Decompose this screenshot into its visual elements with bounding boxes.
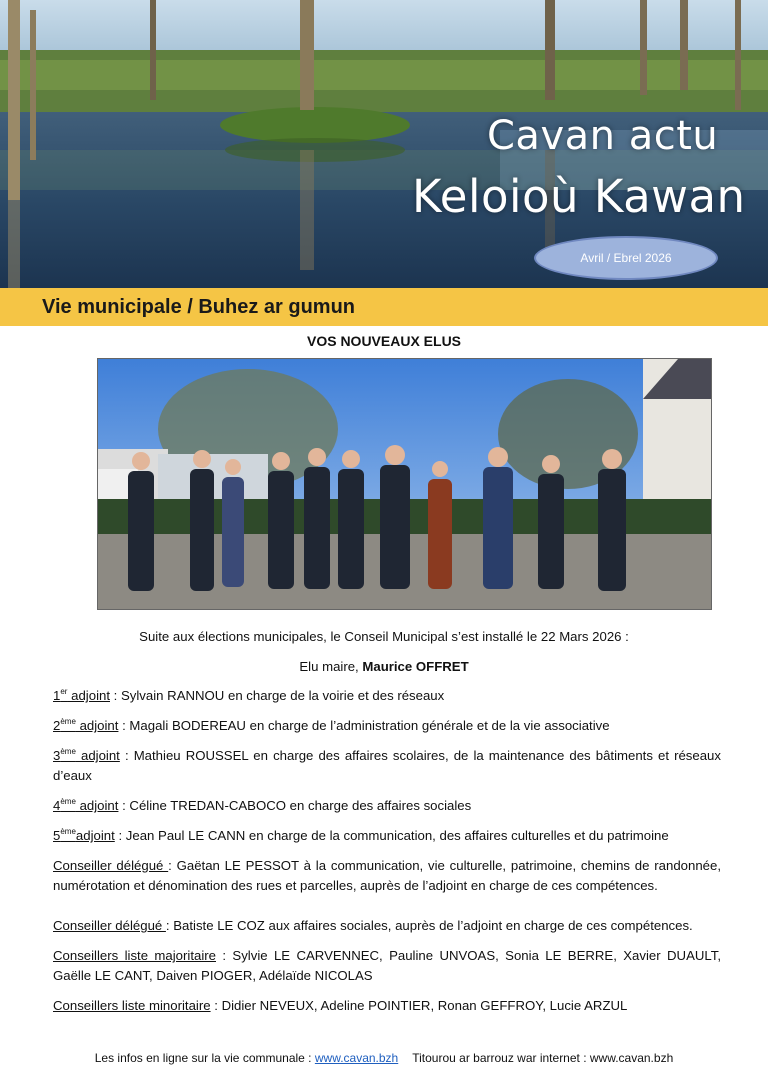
article-heading: VOS NOUVEAUX ELUS	[306, 333, 462, 349]
adjoint-2-label: 2ème adjoint	[53, 717, 119, 733]
adjoint-3-text: : Mathieu ROUSSEL en charge des affaires scolaires, de la maintenance des bâtiments et réseaux d’eaux	[53, 748, 721, 783]
adjoint-3	[53, 746, 721, 786]
minority-text: : Didier NEVEUX, Adeline POINTIER, Ronan GEFFROY, Lucie ARZUL	[210, 998, 628, 1013]
adjoint-1-text: : Sylvain RANNOU en charge de la voirie et des réseaux	[110, 688, 445, 703]
group-photo	[97, 358, 712, 610]
adjoint-1-label: 1er adjoint	[53, 687, 110, 703]
issue-date-badge	[534, 236, 718, 280]
header-banner	[0, 0, 768, 288]
delegate-2-text: : Batiste LE COZ aux affaires sociales, auprès de l’adjoint en charge de ces compétences.	[165, 918, 693, 933]
delegate-1	[53, 856, 721, 896]
adjoint-3-label: 3ème adjoint	[53, 747, 120, 763]
majority-label: Conseillers liste majoritaire	[53, 948, 216, 963]
minority-label: Conseillers liste minoritaire	[53, 998, 211, 1013]
footer-right-text: Titourou ar barrouz war internet : www.cavan.bzh	[412, 1051, 674, 1065]
adjoint-5-text: : Jean Paul LE CANN en charge de la communication, des affaires culturelles et du patrimoine	[114, 828, 669, 843]
issue-date: Avril / Ebrel 2026	[580, 251, 672, 265]
delegate-1-label: Conseiller délégué	[53, 858, 169, 873]
magazine-subtitle: Keloioù Kawan	[412, 170, 746, 223]
adjoint-5-label: 5èmeadjoint	[53, 827, 115, 843]
majority-text: : Sylvie LE CARVENNEC, Pauline UNVOAS, Sonia LE BERRE, Xavier DUAULT, Gaëlle LE CANT, Daiven PIOGER, Adélaïde NICOLAS	[53, 948, 721, 983]
mayor-name: Maurice OFFRET	[362, 659, 469, 674]
section-title: Vie municipale / Buhez ar gumun	[42, 296, 356, 318]
delegate-2-label: Conseiller délégué	[53, 918, 166, 933]
mayor-label: Elu maire,	[299, 659, 363, 674]
adjoint-2-text: : Magali BODEREAU en charge de l’administration générale et de la vie associative	[118, 718, 610, 733]
adjoint-4-text: : Céline TREDAN-CABOCO en charge des affaires sociales	[118, 798, 472, 813]
delegate-2	[53, 916, 721, 936]
majority-councillors	[53, 946, 721, 986]
magazine-title: Cavan actu	[487, 113, 719, 159]
intro-text: Suite aux élections municipales, le Conseil Municipal s’est installé le 22 Mars 2026 :	[139, 629, 629, 644]
footer	[0, 1051, 768, 1065]
adjoint-5	[53, 826, 721, 846]
adjoint-4	[53, 796, 721, 816]
delegate-1-text: : Gaëtan LE PESSOT à la communication, vie culturelle, patrimoine, chemins de randonnée, numérotation et dénomination des rues et parcelles, auprès de l’adjoint en charge de ces compétences.	[53, 858, 722, 893]
mayor-line	[0, 657, 768, 677]
adjoint-4-label: 4ème adjoint	[53, 797, 119, 813]
adjoint-2	[53, 716, 721, 736]
adjoint-1	[53, 686, 721, 706]
footer-link[interactable]: www.cavan.bzh	[314, 1051, 399, 1065]
minority-councillors	[53, 996, 721, 1016]
footer-left-text: Les infos en ligne sur la vie communale :	[94, 1051, 315, 1065]
